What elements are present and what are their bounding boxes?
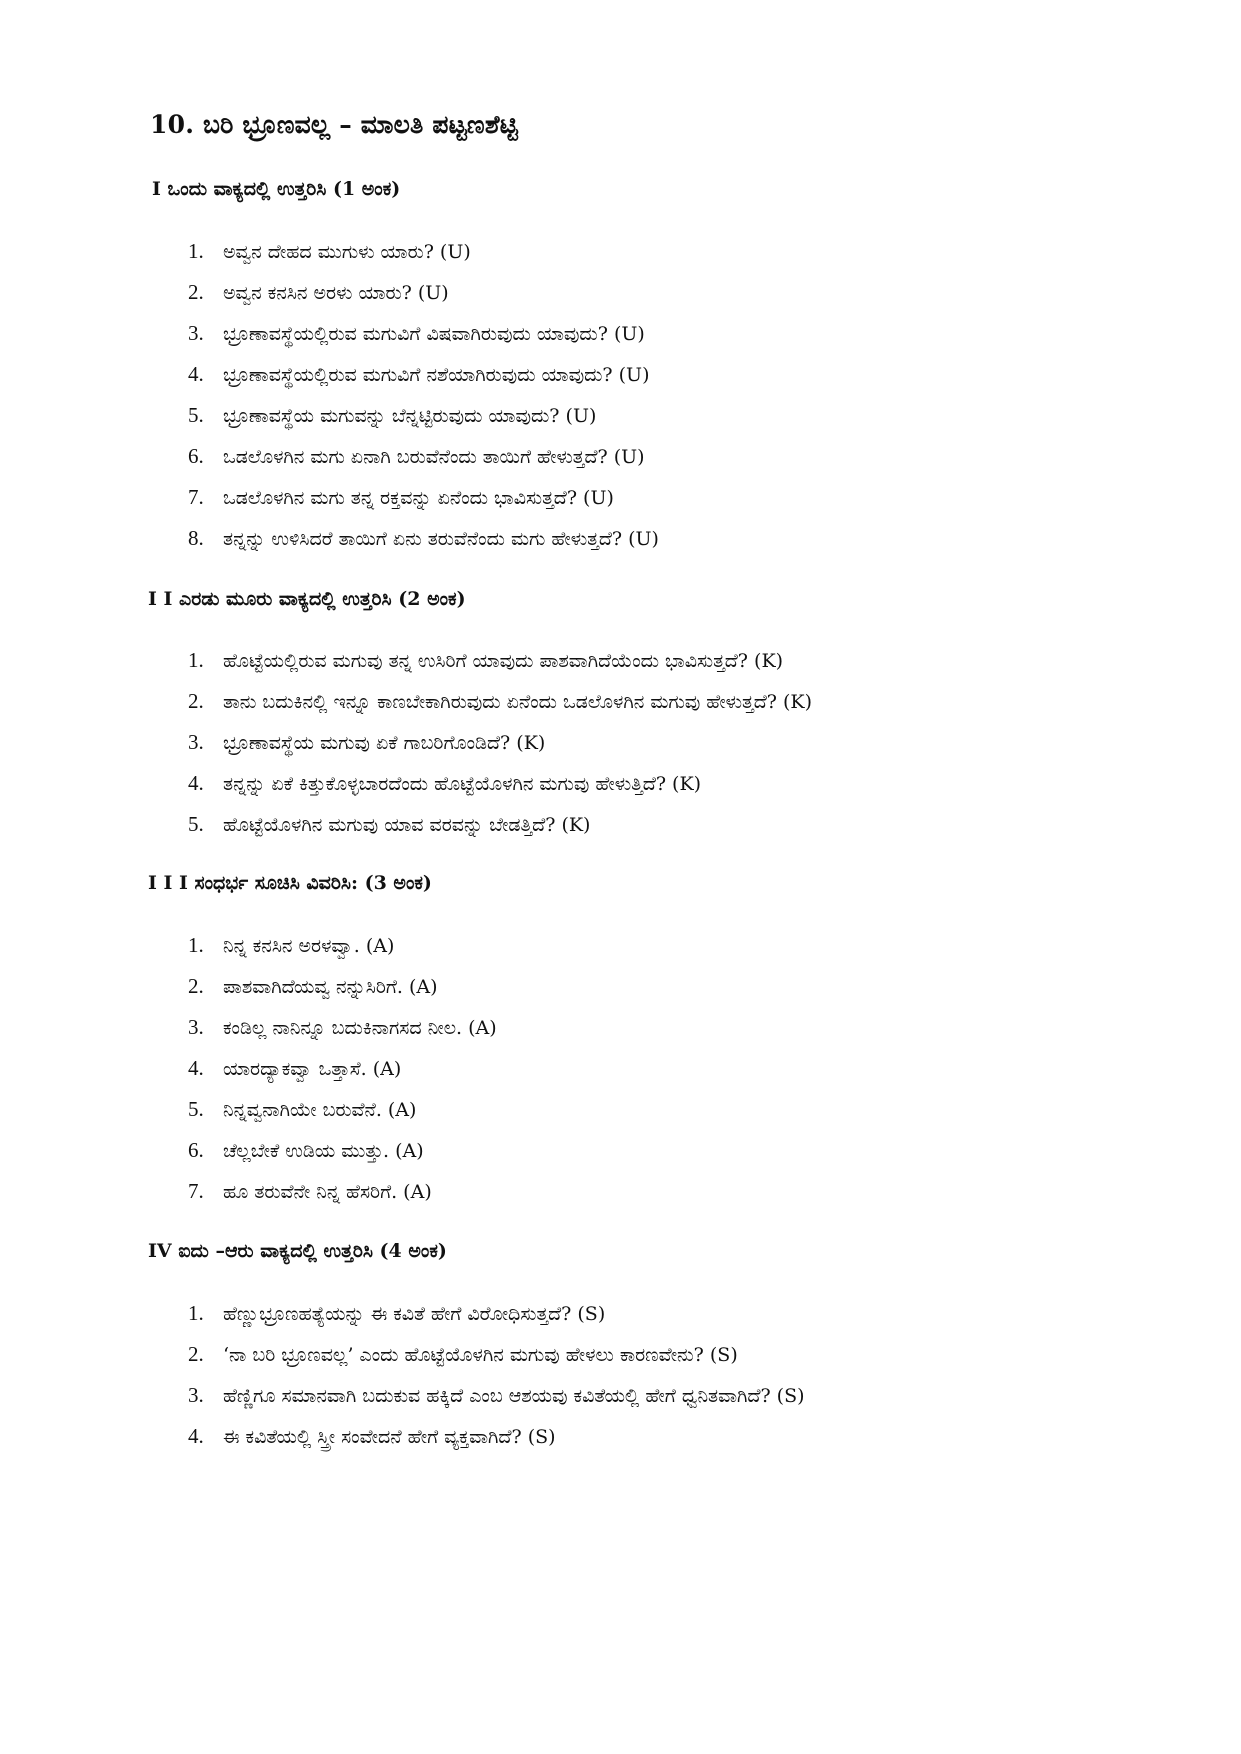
question-text: ಒಡಲೊಳಗಿನ ಮಗು ತನ್ನ ರಕ್ತವನ್ನು ಏನೆಂದು ಭಾವಿಸುತ್ತದೆ? (U) <box>223 486 614 509</box>
question-item <box>188 1171 497 1212</box>
question-list <box>188 640 812 845</box>
question-item <box>188 477 659 518</box>
question-text: ಭ್ರೂಣಾವಸ್ಥೆಯ ಮಗುವು ಏಕೆ ಗಾಬರಿಗೊಂಡಿದೆ? (K) <box>223 731 546 754</box>
question-item <box>188 313 659 354</box>
question-text: ಹೂ ತರುವೆನೇ ನಿನ್ನ ಹೆಸರಿಗೆ. (A) <box>223 1180 432 1203</box>
section-heading: I I I ಸಂಧರ್ಭ ಸೂಚಿಸಿ ವಿವರಿಸಿ: (3 ಅಂಕ) <box>148 872 432 894</box>
question-item <box>188 1130 497 1171</box>
question-number: 1. <box>188 1301 204 1325</box>
question-number: 2. <box>188 280 204 304</box>
question-text: ನಿನ್ನ ಕನಸಿನ ಅರಳವ್ವಾ. (A) <box>223 934 395 957</box>
question-item <box>188 763 812 804</box>
question-number: 4. <box>188 1424 204 1448</box>
question-item <box>188 272 659 313</box>
question-text: ಹೊಟ್ಟೆಯಲ್ಲಿರುವ ಮಗುವು ತನ್ನ ಉಸಿರಿಗೆ ಯಾವುದು ಪಾಶವಾಗಿದೆಯೆಂದು ಭಾವಿಸುತ್ತದೆ? (K) <box>223 649 784 672</box>
question-text: ಭ್ರೂಣಾವಸ್ಥೆಯಲ್ಲಿರುವ ಮಗುವಿಗೆ ನಶೆಯಾಗಿರುವುದು ಯಾವುದು? (U) <box>223 363 650 386</box>
question-number: 4. <box>188 1056 204 1080</box>
question-text: ಹೊಟ್ಟೆಯೊಳಗಿನ ಮಗುವು ಯಾವ ವರವನ್ನು ಬೇಡತ್ತಿದೆ? (K) <box>223 813 591 836</box>
question-number: 2. <box>188 1342 204 1366</box>
question-text: ಕಂಡಿಲ್ಲ ನಾನಿನ್ನೂ ಬದುಕಿನಾಗಸದ ನೀಲ. (A) <box>223 1016 497 1039</box>
question-item <box>188 722 812 763</box>
question-item <box>188 436 659 477</box>
question-number: 1. <box>188 933 204 957</box>
question-text: ಹೆಣ್ಣಿಗೂ ಸಮಾನವಾಗಿ ಬದುಕುವ ಹಕ್ಕಿದೆ ಎಂಬ ಆಶಯವು ಕವಿತೆಯಲ್ಲಿ ಹೇಗೆ ಧ್ವನಿತವಾಗಿದೆ? (S) <box>223 1384 805 1407</box>
question-number: 1. <box>188 648 204 672</box>
question-number: 2. <box>188 689 204 713</box>
question-text: ‘ನಾ ಬರಿ ಭ್ರೂಣವಲ್ಲ’ ಎಂದು ಹೊಟ್ಟೆಯೊಳಗಿನ ಮಗುವು ಹೇಳಲು ಕಾರಣವೇನು? (S) <box>223 1343 738 1366</box>
question-item <box>188 518 659 559</box>
question-text: ಅವ್ವನ ದೇಹದ ಮುಗುಳು ಯಾರು? (U) <box>223 240 471 263</box>
question-text: ತಾನು ಬದುಕಿನಲ್ಲಿ ಇನ್ನೂ ಕಾಣಬೇಕಾಗಿರುವುದು ಏನೆಂದು ಒಡಲೊಳಗಿನ ಮಗುವು ಹೇಳುತ್ತದೆ? (K) <box>223 690 812 713</box>
question-item <box>188 1048 497 1089</box>
question-text: ನಿನ್ನವ್ವನಾಗಿಯೇ ಬರುವೆನೆ. (A) <box>223 1098 417 1121</box>
question-item <box>188 231 659 272</box>
section-heading: IV ಐದು –ಆರು ವಾಕ್ಯದಲ್ಲಿ ಉತ್ತರಿಸಿ (4 ಅಂಕ) <box>148 1240 447 1262</box>
question-text: ಹೆಣ್ಣುಭ್ರೂಣಹತ್ಯೆಯನ್ನು ಈ ಕವಿತೆ ಹೇಗೆ ವಿರೋಧಿಸುತ್ತದೆ? (S) <box>223 1302 606 1325</box>
question-number: 3. <box>188 1015 204 1039</box>
question-number: 5. <box>188 812 204 836</box>
question-number: 8. <box>188 526 204 550</box>
question-item <box>188 354 659 395</box>
question-item <box>188 966 497 1007</box>
question-number: 6. <box>188 1138 204 1162</box>
question-text: ಯಾರದ್ಯಾಕವ್ವಾ ಒತ್ತಾಸೆ. (A) <box>223 1057 402 1080</box>
question-number: 3. <box>188 321 204 345</box>
question-number: 3. <box>188 730 204 754</box>
question-number: 7. <box>188 485 204 509</box>
section-heading: I ಒಂದು ವಾಕ್ಯದಲ್ಲಿ ಉತ್ತರಿಸಿ (1 ಅಂಕ) <box>152 178 401 200</box>
question-list <box>188 1293 805 1457</box>
section-heading: I I ಎರಡು ಮೂರು ವಾಕ್ಯದಲ್ಲಿ ಉತ್ತರಿಸಿ (2 ಅಂಕ) <box>148 588 466 610</box>
question-number: 6. <box>188 444 204 468</box>
question-number: 7. <box>188 1179 204 1203</box>
question-number: 4. <box>188 771 204 795</box>
question-number: 1. <box>188 239 204 263</box>
question-text: ಪಾಶವಾಗಿದೆಯವ್ವ ನನ್ನುಸಿರಿಗೆ. (A) <box>223 975 438 998</box>
question-list <box>188 231 659 559</box>
question-text: ಭ್ರೂಣಾವಸ್ಥೆಯ ಮಗುವನ್ನು ಬೆನ್ನಟ್ಟಿರುವುದು ಯಾವುದು? (U) <box>223 404 597 427</box>
question-number: 3. <box>188 1383 204 1407</box>
question-item <box>188 1375 805 1416</box>
question-number: 2. <box>188 974 204 998</box>
question-number: 5. <box>188 1097 204 1121</box>
question-text: ಅವ್ವನ ಕನಸಿನ ಅರಳು ಯಾರು? (U) <box>223 281 449 304</box>
question-text: ಈ ಕವಿತೆಯಲ್ಲಿ ಸ್ತ್ರೀ ಸಂವೇದನೆ ಹೇಗೆ ವ್ಯಕ್ತವಾಗಿದೆ? (S) <box>223 1425 556 1448</box>
question-text: ಭ್ರೂಣಾವಸ್ಥೆಯಲ್ಲಿರುವ ಮಗುವಿಗೆ ವಿಷವಾಗಿರುವುದು ಯಾವುದು? (U) <box>223 322 645 345</box>
question-text: ತನ್ನನ್ನು ಏಕೆ ಕಿತ್ತುಕೊಳ್ಳಬಾರದೆಂದು ಹೊಟ್ಟೆಯೊಳಗಿನ ಮಗುವು ಹೇಳುತ್ತಿದೆ? (K) <box>223 772 702 795</box>
question-item <box>188 1089 497 1130</box>
question-item <box>188 1007 497 1048</box>
question-item <box>188 640 812 681</box>
question-number: 4. <box>188 362 204 386</box>
question-text: ಚೆಲ್ಲಬೇಕೆ ಉಡಿಯ ಮುತ್ತು. (A) <box>223 1139 424 1162</box>
question-item <box>188 1293 805 1334</box>
question-text: ಒಡಲೊಳಗಿನ ಮಗು ಏನಾಗಿ ಬರುವೆನೆಂದು ತಾಯಿಗೆ ಹೇಳುತ್ತದೆ? (U) <box>223 445 645 468</box>
question-item <box>188 1416 805 1457</box>
question-text: ತನ್ನನ್ನು ಉಳಿಸಿದರೆ ತಾಯಿಗೆ ಏನು ತರುವೆನೆಂದು ಮಗು ಹೇಳುತ್ತದೆ? (U) <box>223 527 659 550</box>
question-item <box>188 925 497 966</box>
question-item <box>188 1334 805 1375</box>
page-title: 10. ಬರಿ ಭ್ರೂಣವಲ್ಲ – ಮಾಲತಿ ಪಟ್ಟಣಶೆಟ್ಟಿ <box>150 110 519 139</box>
question-number: 5. <box>188 403 204 427</box>
question-list <box>188 925 497 1212</box>
question-item <box>188 681 812 722</box>
question-item <box>188 395 659 436</box>
question-item <box>188 804 812 845</box>
